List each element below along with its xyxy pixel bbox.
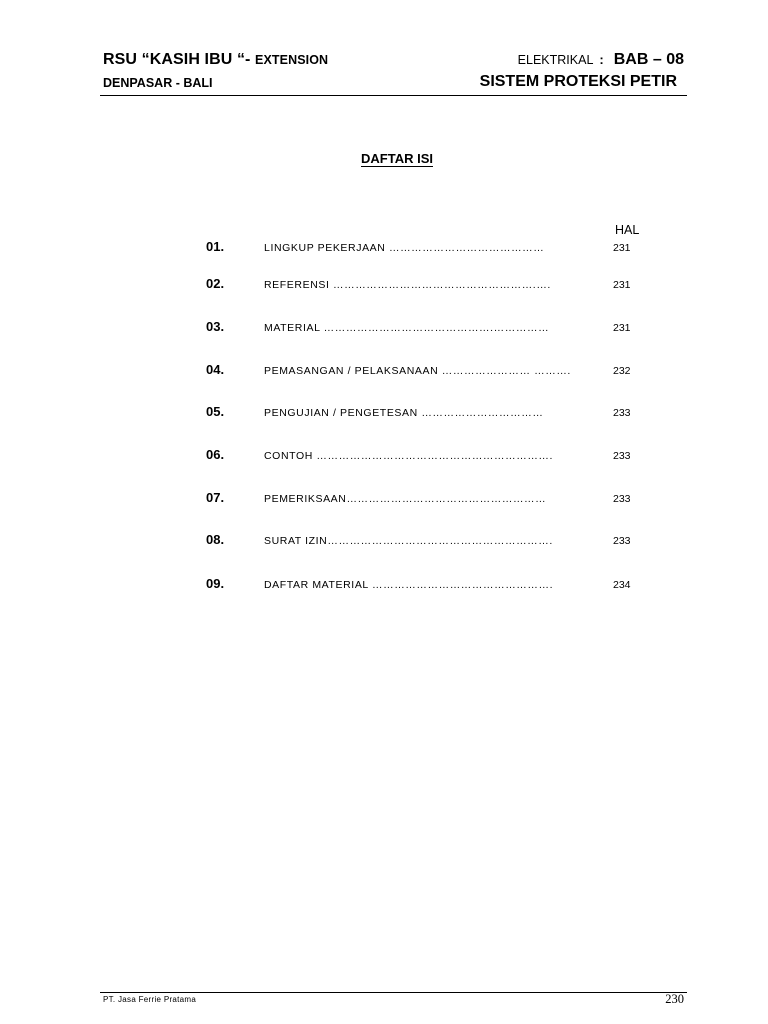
- toc-entry[interactable]: [0, 276, 768, 296]
- project-title: [103, 51, 328, 69]
- toc-entry-title: PENGUJIAN / PENGETESAN ……………………………: [264, 407, 544, 419]
- project-title-main: RSU “KASIH IBU “-: [103, 51, 251, 68]
- toc-entry-number: 08.: [206, 532, 225, 547]
- toc-entry-number: 04.: [206, 362, 225, 377]
- toc-entry-page: 231: [613, 279, 631, 291]
- page-column-label: HAL: [615, 223, 640, 237]
- document-title: [0, 151, 768, 166]
- toc-entry-title: DAFTAR MATERIAL ………………………………………….: [264, 579, 554, 591]
- toc-entry-page: 233: [613, 493, 631, 505]
- chapter-number: BAB – 08: [613, 51, 684, 68]
- toc-entry-page: 233: [613, 407, 631, 419]
- toc-entry[interactable]: [0, 576, 768, 596]
- toc-entry-title: PEMASANGAN / PELAKSANAAN …………………… ……….: [264, 365, 571, 377]
- toc-entry-title: SURAT IZIN…………………………………………………….: [264, 535, 553, 547]
- toc-entry[interactable]: [0, 319, 768, 339]
- toc-entry-title: REFERENSI ……………………………………………….….: [264, 279, 551, 291]
- toc-entry-title: MATERIAL ……………………………………….……………: [264, 322, 550, 334]
- project-location: DENPASAR - BALI: [103, 76, 213, 90]
- toc-entry[interactable]: [0, 404, 768, 424]
- footer-company: PT. Jasa Ferrie Pratama: [103, 995, 197, 1004]
- chapter-title: SISTEM PROTEKSI PETIR: [479, 73, 677, 90]
- header-divider: [100, 95, 687, 96]
- toc-entry-number: 09.: [206, 576, 225, 591]
- toc-entry-page: 233: [613, 535, 631, 547]
- toc-entry-number: 05.: [206, 404, 225, 419]
- toc-entry[interactable]: [0, 490, 768, 510]
- project-title-suffix: EXTENSION: [255, 53, 329, 67]
- toc-entry-title: LINGKUP PEKERJAAN ……………………………………: [264, 242, 545, 254]
- toc-entry-title: PEMERIKSAAN………………………………………………: [264, 493, 547, 505]
- toc-entry-page: 231: [613, 322, 631, 334]
- footer-divider: [100, 992, 687, 993]
- chapter-label: [518, 51, 684, 69]
- toc-entry-page: 233: [613, 450, 631, 462]
- toc-entry-number: 02.: [206, 276, 225, 291]
- toc-entry[interactable]: [0, 532, 768, 552]
- chapter-colon: :: [599, 52, 604, 67]
- toc-entry-page: 231: [613, 242, 631, 254]
- toc-entry-number: 06.: [206, 447, 225, 462]
- toc-entry-number: 07.: [206, 490, 225, 505]
- toc-entry[interactable]: [0, 362, 768, 382]
- document-title-text: DAFTAR ISI: [361, 151, 433, 166]
- toc-entry-number: 03.: [206, 319, 225, 334]
- toc-entry[interactable]: [0, 239, 768, 259]
- toc-entry-page: 232: [613, 365, 631, 377]
- department-label: ELEKTRIKAL: [517, 53, 594, 67]
- toc-entry-number: 01.: [206, 239, 225, 254]
- toc-entry-page: 234: [613, 579, 631, 591]
- toc-entry[interactable]: [0, 447, 768, 467]
- toc-entry-title: CONTOH ……………………………………………………….: [264, 450, 554, 462]
- footer-page-number: 230: [665, 992, 684, 1006]
